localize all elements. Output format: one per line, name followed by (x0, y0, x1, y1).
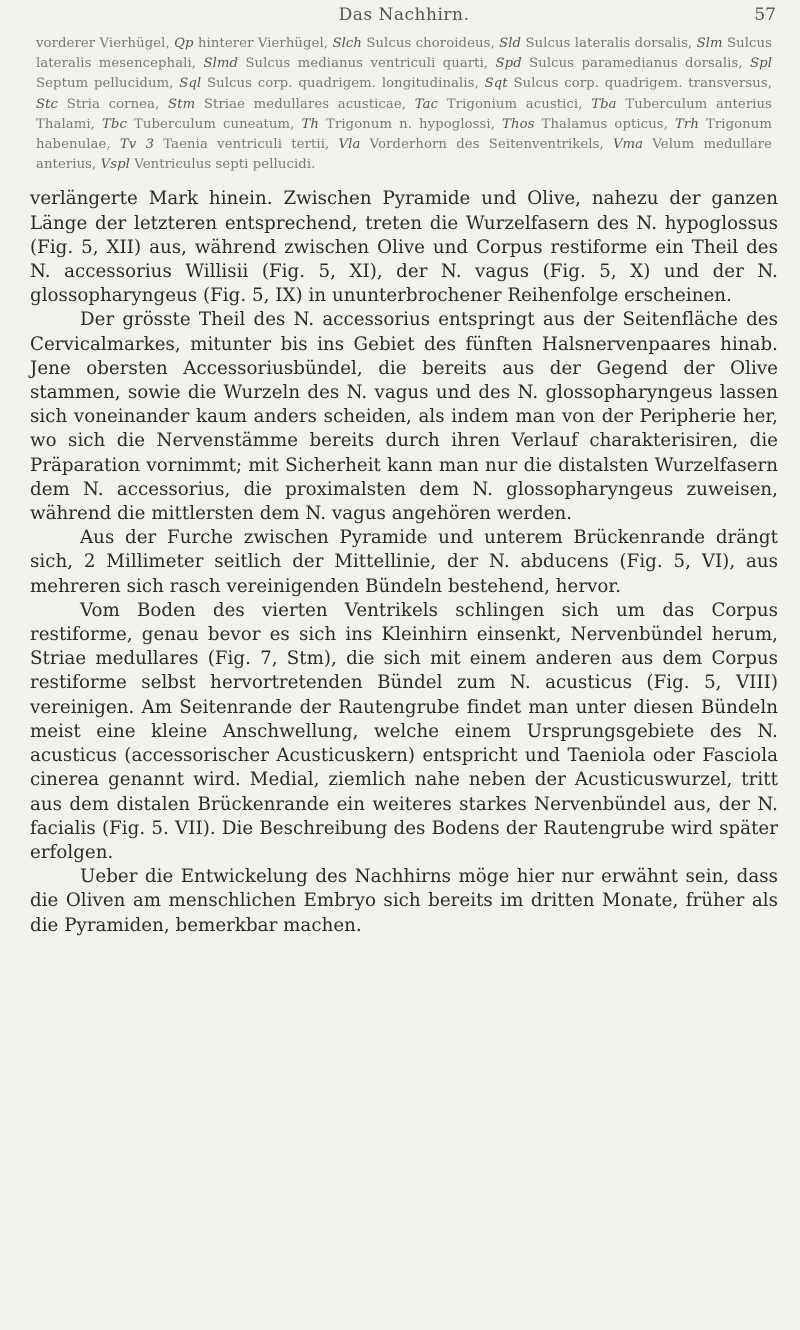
legend-description: Sulcus corp. quadrigem. longitudinalis, (201, 76, 485, 92)
figure-legend (36, 34, 772, 175)
legend-description: vorderer Vierhügel, (36, 36, 175, 51)
legend-description: Striae medullares acusticae, (195, 96, 415, 112)
legend-abbreviation: Slm (696, 36, 723, 51)
legend-abbreviation: Stm (168, 96, 196, 112)
legend-description: Taenia ventriculi tertii, (154, 137, 339, 153)
legend-description: Thalamus opticus, (534, 116, 676, 132)
legend-abbreviation: Qp (174, 36, 194, 51)
legend-description: Trigonum n. hypoglossi, (319, 116, 503, 132)
legend-abbreviation: Vspl (100, 157, 130, 173)
legend-abbreviation: Spd (495, 56, 522, 72)
legend-abbreviation: Tbc (102, 116, 127, 132)
legend-description: Vorderhorn des Seitenventrikels, (360, 137, 613, 153)
legend-description: Sulcus paramedianus dorsalis, (521, 56, 751, 72)
legend-abbreviation: Tba (591, 96, 617, 112)
legend-abbreviation: Sqt (484, 76, 508, 92)
paragraph: Der grösste Theil des N. accessorius entspringt aus der Seitenfläche des Cervicalmarkes, mitunter bis ins Gebiet des fünften Halsnervenpaares hinab. Jene obersten Accessoriusbündel, die bereits aus der Gegend der Olive stammen, sowie die Wurzeln des N. vagus und des N. glossopharyngeus lassen sich voneinander kaum anders scheiden, als indem man von der Peripherie her, wo sich die Nervenstämme bereits durch ihren Verlauf charakterisiren, die Präparation vornimmt; mit Sicherheit kann man nur die distalsten Wurzelfasern dem N. accessorius, die proximalsten dem N. glossopharyngeus zuweisen, während die mittlersten dem N. vagus angehören werden. (30, 309, 778, 525)
legend-description: Tuberculum cuneatum, (126, 116, 302, 132)
paragraph: Ueber die Entwickelung des Nachhirns möge hier nur erwähnt sein, dass die Oliven am menschlichen Embryo sich bereits im dritten Monate, früher als die Pyramiden, bemerkbar machen. (30, 866, 778, 936)
legend-abbreviation: Th (301, 116, 319, 132)
legend-description: Stria cornea, (58, 96, 169, 112)
legend-abbreviation: Stc (36, 96, 59, 112)
legend-description: Velum medullare anterius, (36, 137, 772, 173)
legend-description: hinterer Vierhügel, (193, 36, 333, 51)
legend-description: Sulcus corp. quadrigem. transversus, (507, 76, 772, 92)
legend-description: Trigonium acustici, (438, 96, 592, 112)
legend-abbreviation: Tac (414, 96, 439, 112)
paragraph: Aus der Furche zwischen Pyramide und unterem Brückenrande drängt sich, 2 Millimeter seitlich der Mittellinie, der N. abducens (Fig. 5, VI), aus mehreren sich rasch vereinigenden Bündeln bestehend, hervor. (30, 527, 778, 597)
body-text (30, 187, 778, 937)
running-title: Das Nachhirn. (338, 5, 470, 25)
paragraph: Vom Boden des vierten Ventrikels schlingen sich um das Corpus restiforme, genau bevor es sich ins Kleinhirn einsenkt, Nervenbündel herum, Striae medullares (Fig. 7, Stm), die sich mit einem anderen aus dem Corpus restiforme selbst hervortretenden Bündel zum N. acusticus (Fig. 5, VIII) vereinigen. Am Seitenrande der Rautengrube findet man unter diesen Bündeln meist eine kleine Anschwellung, welche einem Ursprungsgebiete des N. acusticus (accessorischer Acusticuskern) entspricht und Taeniola oder Fasciola cinerea genannt wird. Medial, ziemlich nahe neben der Acusticuswurzel, tritt aus dem distalen Brückenrande ein weiteres starkes Nervenbündel aus, der N. facialis (Fig. 5. VII). Die Beschreibung des Bodens der Rautengrube wird später erfolgen. (30, 599, 778, 863)
legend-description: Ventriculus septi pellucidi. (130, 157, 316, 173)
page-number: 57 (754, 5, 776, 25)
legend-description: Septum pellucidum, (36, 76, 180, 92)
legend-description: Tuberculum anterius Thalami, (36, 96, 773, 132)
legend-abbreviation: Vma (612, 137, 644, 153)
legend-description: Sulcus choroideus, (361, 36, 500, 51)
legend-abbreviation: Slch (332, 36, 362, 51)
legend-abbreviation: Tv 3 (119, 137, 155, 153)
legend-abbreviation: Thos (502, 116, 535, 132)
legend-description: Trigonum habenulae, (36, 116, 772, 153)
legend-description: Sulcus lateralis mesencephali, (36, 36, 772, 72)
legend-abbreviation: Vla (338, 137, 361, 153)
legend-abbreviation: Sld (499, 36, 522, 51)
legend-description: Sulcus lateralis dorsalis, (521, 36, 697, 51)
legend-abbreviation: Sql (179, 76, 202, 92)
legend-description: Sulcus medianus ventriculi quarti, (238, 56, 496, 72)
legend-abbreviation: Trh (675, 116, 699, 132)
legend-abbreviation: Spl (750, 56, 773, 72)
running-head (30, 0, 778, 34)
legend-abbreviation: Slmd (203, 56, 239, 72)
paragraph: verlängerte Mark hinein. Zwischen Pyramide und Olive, nahezu der ganzen Länge der letzteren entsprechend, treten die Wurzelfasern des N. hypoglossus (Fig. 5, XII) aus, während zwischen Olive und Corpus restiforme ein Theil des N. accessorius Willisii (Fig. 5, XI), der N. vagus (Fig. 5, X) und der N. glossopharyngeus (Fig. 5, IX) in ununterbrochener Reihenfolge erscheinen. (30, 188, 778, 307)
